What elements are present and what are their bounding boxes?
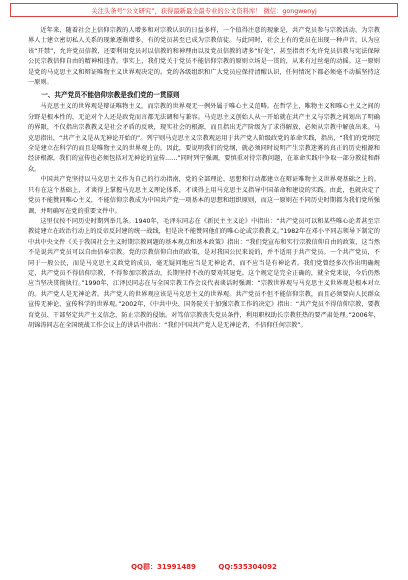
intro-paragraph: 近年来，随着社会上信仰宗教的人增多和对宗教认识的日益多样，一个值得注意的现象是，共产党员参与宗教活动、为宗教界人士建立密切私人关系的现象逐渐增多，有的党员甚至已成为宗教信徒。与此同时，社会上有的党员在出现一种声音，认为应该“开禁”，允许党员信教，还要利用党员对以信教的和神理由以及党员信教的诸多“好处”，甚至指责不允许党员信教与宪法保障公民宗教信仰自由的精神相违背。事实上，我们党关于党员不能信仰宗教的原则立场是一贯的，从来有过丝毫的动摇。这一原则是党的马克思主义和辩证唯物主义世界观决定的。党的各级组织和广大党员应保持清醒认识，任何情况下都必须毫不动摇坚持这一原则。 — [28, 27, 380, 87]
section-paragraph: 中国共产党坚持以马克思主义作为自己的行动指南，党的全部理论、思想和行动都建立在辩证唯物主义世界观基础之上的。只有在这个基础上，才谈得上掌握马克思主义理论体系，才谈得上用马克思主义指导中国革命和建设的实践。由此，也就决定了党员不能贊同唯心主义，不能信仰宗教成为中国共产党一项基本的思想和组织原则，而这一原则在不同历史时期都为我们党所强调，并明确写在党的重要文件中。 — [28, 176, 380, 215]
qq-group-text: QQ群：31991489 — [131, 563, 196, 571]
promo-banner-text: 关注头条号“公文研究”，获得最新最全最专业的公文资料库！ 微信：gongwenyj — [91, 7, 317, 15]
section-paragraph: 这里仅按不同历史时期列举几条。1940年，毛泽东同志在《新民主主义论》中指出：“共产党员可以和某些唯心论者甚至宗教徒建立在政治行动上的反帝反封建的统一战线，但是决不能赞同他们的唯心论或宗教教义。”1982年在邓小平同志领导下制定的中共中央文件《关于我国社会主义时期宗教问题的基本观点和基本政策》指出：“我们党宣布和实行宗教信仰自由的政策，这当然不是说共产党员可以自由信奉宗教。党的宗教信仰自由的政策，是对我国公民来说的，并不适用于共产党员。一个共产党员，不同于一般公民，而是马克思主义政党的成员，毫无疑问地应当是无神论者，而不应当是有神论者。我们党曾经多次作出明确规定，共产党员不得信仰宗教，不得参加宗教活动，长期坚持不改的要劝其退党。这个规定是完全正确的，就全党来说，今后仍然应当坚决贯彻执行。”1990年，江泽民同志在与全国宗教工作会议代表谈话时强调：“宗教世界观与马克思主义世界观是根本对立的。共产党人是无神论者。共产党人的世界观应该是马克思主义的世界观。共产党员不但不能信仰宗教，而且必须要向人民群众宣传无神论，宣传科学的世界观。”2002年，《中共中央、国务院关于加强宗教工作的决定》指出：“共产党员不得信仰宗教，要教育党员、干部坚定共产主义信念，防止宗教的侵蚀。对笃信宗教丧失党员条件，利用职权助长宗教狂热的要严肃处理。”2006年，胡锦涛同志在全国统战工作会议上的讲话中指出：“我们中国共产党人是无神论者，不信仰任何宗教”。 — [28, 217, 380, 329]
promo-banner — [10, 3, 398, 17]
section-heading: 一、共产党员不能信仰宗教是我们党的一贯原则 — [41, 91, 180, 100]
section-paragraph: 马克思主义的世界观是辩证唯物主义，而宗教的世界观无一例外属于唯心主义范畴。在哲学上，唯物主义和唯心主义之间的分野是根本性的，无论对个人还是政党而言都无法调和与兼容。马克思主义创始人从一开始就在共产主义与宗教之间划出了明确的界限，不仅指出宗教教义是社会矛盾的反映，现实社会的根源，而且指出无产阶级为了求得解放，必须从宗教中解放出来。马克思指出，“共产主义是从无神论开始的”。列宁则马克思主义宗教观运用于共产党人阶级政党的革命实践，指出，“我们的党纲完全是建立在科学的而且是唯物主义的世界观上的。因此，要说明我们的党纲，就必须同时说明产生宗教迷雾的真正的历史根源和经济根源。我们的宣传也必须包括对无神论的宣传……”同时列宁强调，要慎重对待宗教问题，在革命实践中争取一部分教徒和群众。 — [28, 103, 380, 173]
qq-contact-text: QQ:535304092 — [218, 563, 277, 571]
contact-footer — [0, 562, 408, 572]
document-body — [28, 26, 380, 331]
